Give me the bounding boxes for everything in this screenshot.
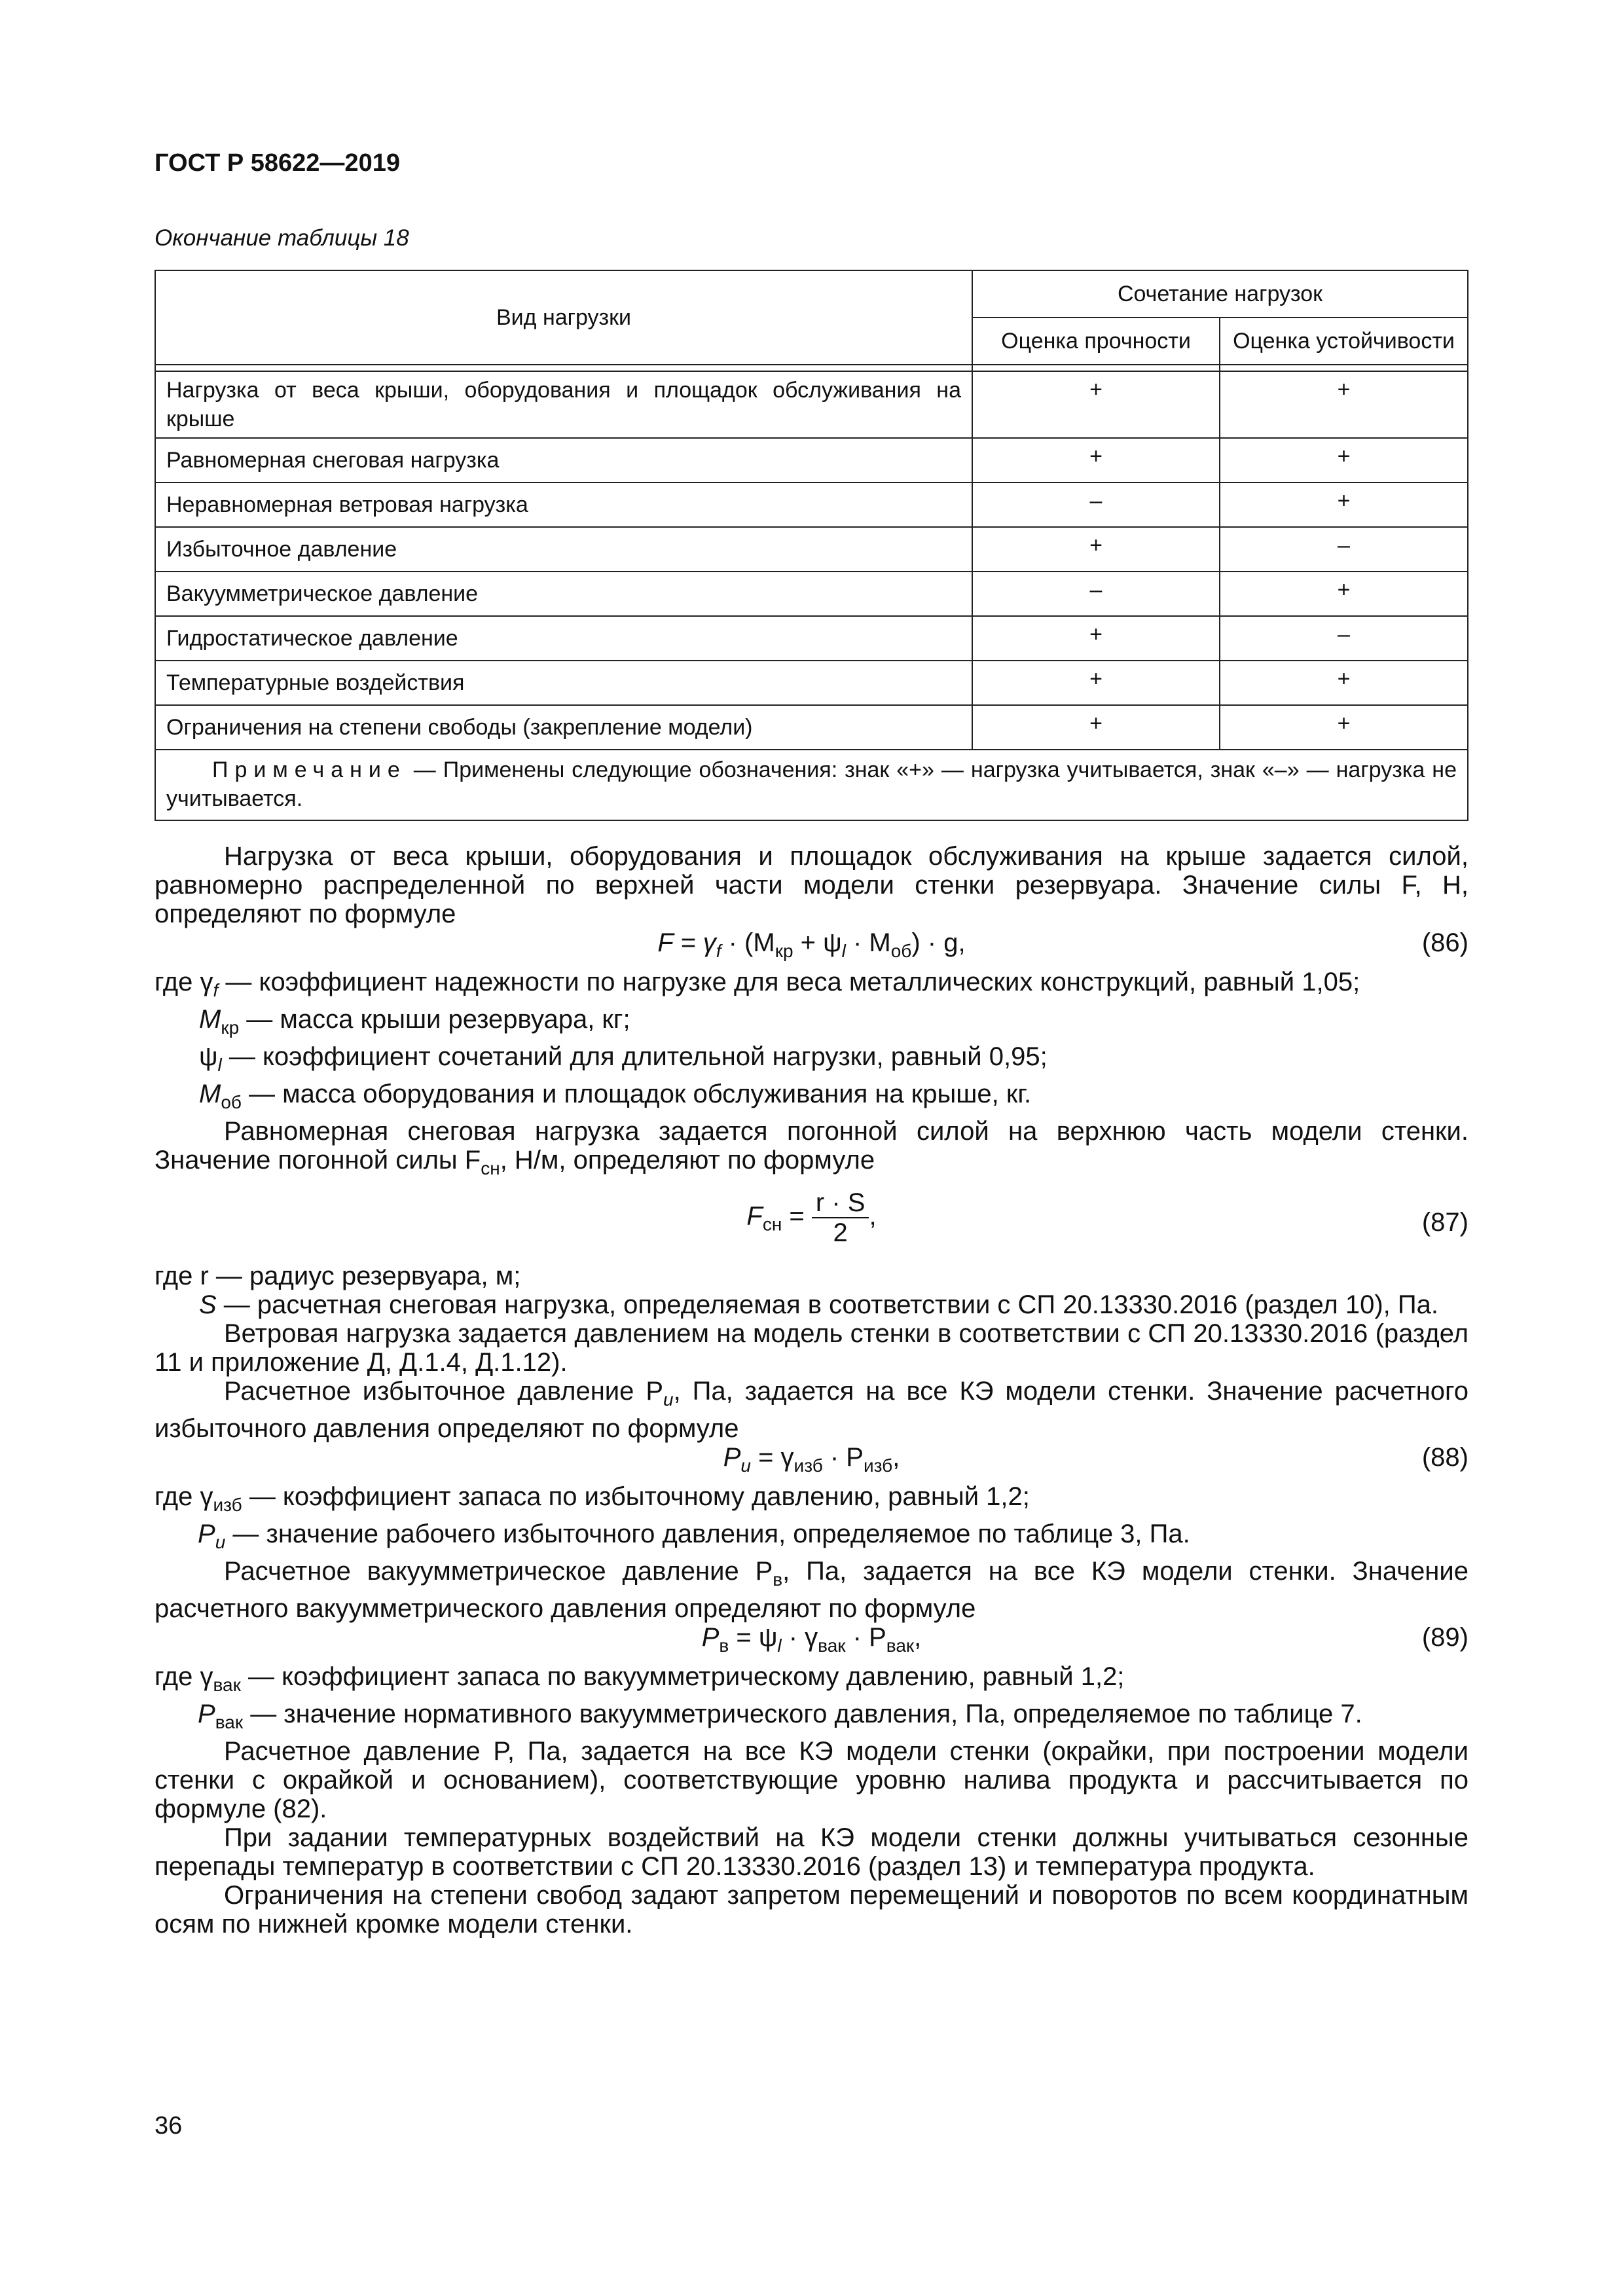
header-load-type: Вид нагрузки — [155, 270, 972, 365]
paragraph-design-pressure: Расчетное давление P, Па, задается на все КЭ модели стенки (окрайки, при построении модели стенки с окрайкой и основанием), соответствующие уровню налива продукта и рассчитывается по формуле (82). — [155, 1737, 1468, 1823]
paragraph-excess-pressure: Расчетное избыточное давление $P_u$, Па, задается на все КЭ модели стенки. Значение расчетного избыточного давления определяют по формуле — [155, 1377, 1468, 1443]
definition-p-u: $P_u$ — значение рабочего избыточного давления, определяемое по таблице 3, Па. — [198, 1520, 1190, 1552]
table-row — [155, 616, 1468, 661]
row-load-name: Гидростатическое давление — [155, 616, 972, 661]
body-text — [155, 842, 1468, 1939]
formula-87-expression: $F_{сн}$ = $\frac{r \cdot S}{2}$ , — [746, 1188, 877, 1247]
paragraph-temperature: При задании температурных воздействий на КЭ модели стенки должны учитываться сезонные перепады температур в соответствии с СП 20.13330.2016 (раздел 13) и температура продукта. — [155, 1823, 1468, 1881]
note-label: Примечание — [212, 757, 407, 782]
row-strength-mark: + — [972, 527, 1220, 572]
paragraph-constraints: Ограничения на степени свобод задают запретом перемещений и поворотов по всем координатным осям по нижней кромке модели стенки. — [155, 1881, 1468, 1939]
definition-psi-l: $\psi_l$ — коэффициент сочетаний для длительной нагрузки, равный 0,95; — [199, 1042, 1048, 1075]
formula-89-number: (89) — [1421, 1623, 1468, 1652]
formula-89 — [155, 1623, 1468, 1662]
definition-m-kr: $M_{кр}$ — масса крыши резервуара, кг; — [199, 1005, 630, 1038]
definition-r: где r — радиус резервуара, м; — [155, 1262, 521, 1290]
row-stability-mark: – — [1220, 616, 1468, 661]
formula-86-expression: $F = \gamma_f \cdot (M_{кр} + \psi_l \cdot M_{об}) \cdot g$, — [657, 928, 966, 961]
row-stability-mark: + — [1220, 371, 1468, 438]
table-row — [155, 371, 1468, 438]
definition-s: S — расчетная снеговая нагрузка, определяемая в соответствии с СП 20.13330.2016 (раздел 10), Па. — [199, 1290, 1439, 1319]
row-stability-mark: + — [1220, 572, 1468, 616]
table-row — [155, 572, 1468, 616]
formula-88-number: (88) — [1421, 1443, 1468, 1472]
formula-87-number: (87) — [1421, 1208, 1468, 1237]
table-row — [155, 438, 1468, 483]
row-load-name: Вакуумметрическое давление — [155, 572, 972, 616]
paragraph-snow-load: Равномерная снеговая нагрузка задается погонной силой на верхнюю часть модели стенки. Значение погонной силы $F_{сн}$, Н/м, определяют по формуле — [155, 1117, 1468, 1178]
row-stability-mark: + — [1220, 705, 1468, 750]
table-caption: Окончание таблицы 18 — [155, 225, 409, 251]
row-strength-mark: – — [972, 483, 1220, 527]
definition-m-ob: $M_{об}$ — масса оборудования и площадок обслуживания на крыше, кг. — [199, 1080, 1032, 1112]
row-strength-mark: + — [972, 661, 1220, 705]
row-strength-mark: – — [972, 572, 1220, 616]
table-row — [155, 483, 1468, 527]
row-stability-mark: + — [1220, 661, 1468, 705]
row-load-name: Нагрузка от веса крыши, оборудования и площадок обслуживания на крыше — [155, 371, 972, 438]
formula-87 — [155, 1183, 1468, 1262]
page-number: 36 — [155, 2112, 183, 2140]
table-row — [155, 661, 1468, 705]
definition-gamma-vak: где $\gamma_{вак}$ — коэффициент запаса по вакуумметрическому давлению, равный 1,2; — [155, 1662, 1125, 1695]
header-load-combination: Сочетание нагрузок — [972, 270, 1468, 318]
definition-gamma-f: где $\gamma_f$ — коэффициент надежности по нагрузке для веса металлических конструкций, равный 1,05; — [155, 968, 1360, 1000]
header-strength: Оценка прочности — [972, 318, 1220, 365]
row-load-name: Неравномерная ветровая нагрузка — [155, 483, 972, 527]
definition-p-vak: $P_{вак}$ — значение нормативного вакуумметрического давления, Па, определяемое по таблице 7. — [198, 1700, 1362, 1732]
row-stability-mark: – — [1220, 527, 1468, 572]
paragraph-roof-load: Нагрузка от веса крыши, оборудования и площадок обслуживания на крыше задается силой, равномерно распределенной по верхней части модели стенки резервуара. Значение силы F, Н, определяют по формуле — [155, 842, 1468, 928]
table-row — [155, 527, 1468, 572]
row-load-name: Температурные воздействия — [155, 661, 972, 705]
table-note — [155, 750, 1468, 820]
table-row — [155, 705, 1468, 750]
row-load-name: Избыточное давление — [155, 527, 972, 572]
formula-88-expression: $P_u = \gamma_{изб} \cdot P_{изб}$, — [723, 1443, 900, 1476]
formula-87-fraction: $\frac{r \cdot S}{2}$ — [812, 1188, 869, 1247]
header-separator — [155, 365, 1468, 371]
formula-86-number: (86) — [1421, 928, 1468, 957]
row-load-name: Равномерная снеговая нагрузка — [155, 438, 972, 483]
table-note-row — [155, 750, 1468, 820]
row-strength-mark: + — [972, 438, 1220, 483]
row-strength-mark: + — [972, 371, 1220, 438]
load-combinations-table — [155, 270, 1468, 821]
paragraph-vacuum-pressure: Расчетное вакуумметрическое давление $P_в$, Па, задается на все КЭ модели стенки. Значение расчетного вакуумметрического давления определяют по формуле — [155, 1557, 1468, 1623]
row-strength-mark: + — [972, 616, 1220, 661]
document-code: ГОСТ Р 58622—2019 — [155, 149, 400, 177]
row-strength-mark: + — [972, 705, 1220, 750]
row-stability-mark: + — [1220, 483, 1468, 527]
formula-86 — [155, 928, 1468, 968]
row-stability-mark: + — [1220, 438, 1468, 483]
formula-89-expression: $P_в = \psi_l \cdot \gamma_{вак} \cdot P_{вак}$, — [701, 1623, 922, 1656]
definition-gamma-izb: где $\gamma_{изб}$ — коэффициент запаса по избыточному давлению, равный 1,2; — [155, 1482, 1030, 1515]
row-load-name: Ограничения на степени свободы (закрепление модели) — [155, 705, 972, 750]
paragraph-wind-load: Ветровая нагрузка задается давлением на модель стенки в соответствии с СП 20.13330.2016 (раздел 11 и приложение Д, Д.1.4, Д.1.12). — [155, 1319, 1468, 1377]
formula-88 — [155, 1443, 1468, 1482]
note-text: — Применены следующие обозначения: знак «+» — нагрузка учитывается, знак «–» — нагрузка не учитывается. — [166, 757, 1457, 811]
header-stability: Оценка устойчивости — [1220, 318, 1468, 365]
